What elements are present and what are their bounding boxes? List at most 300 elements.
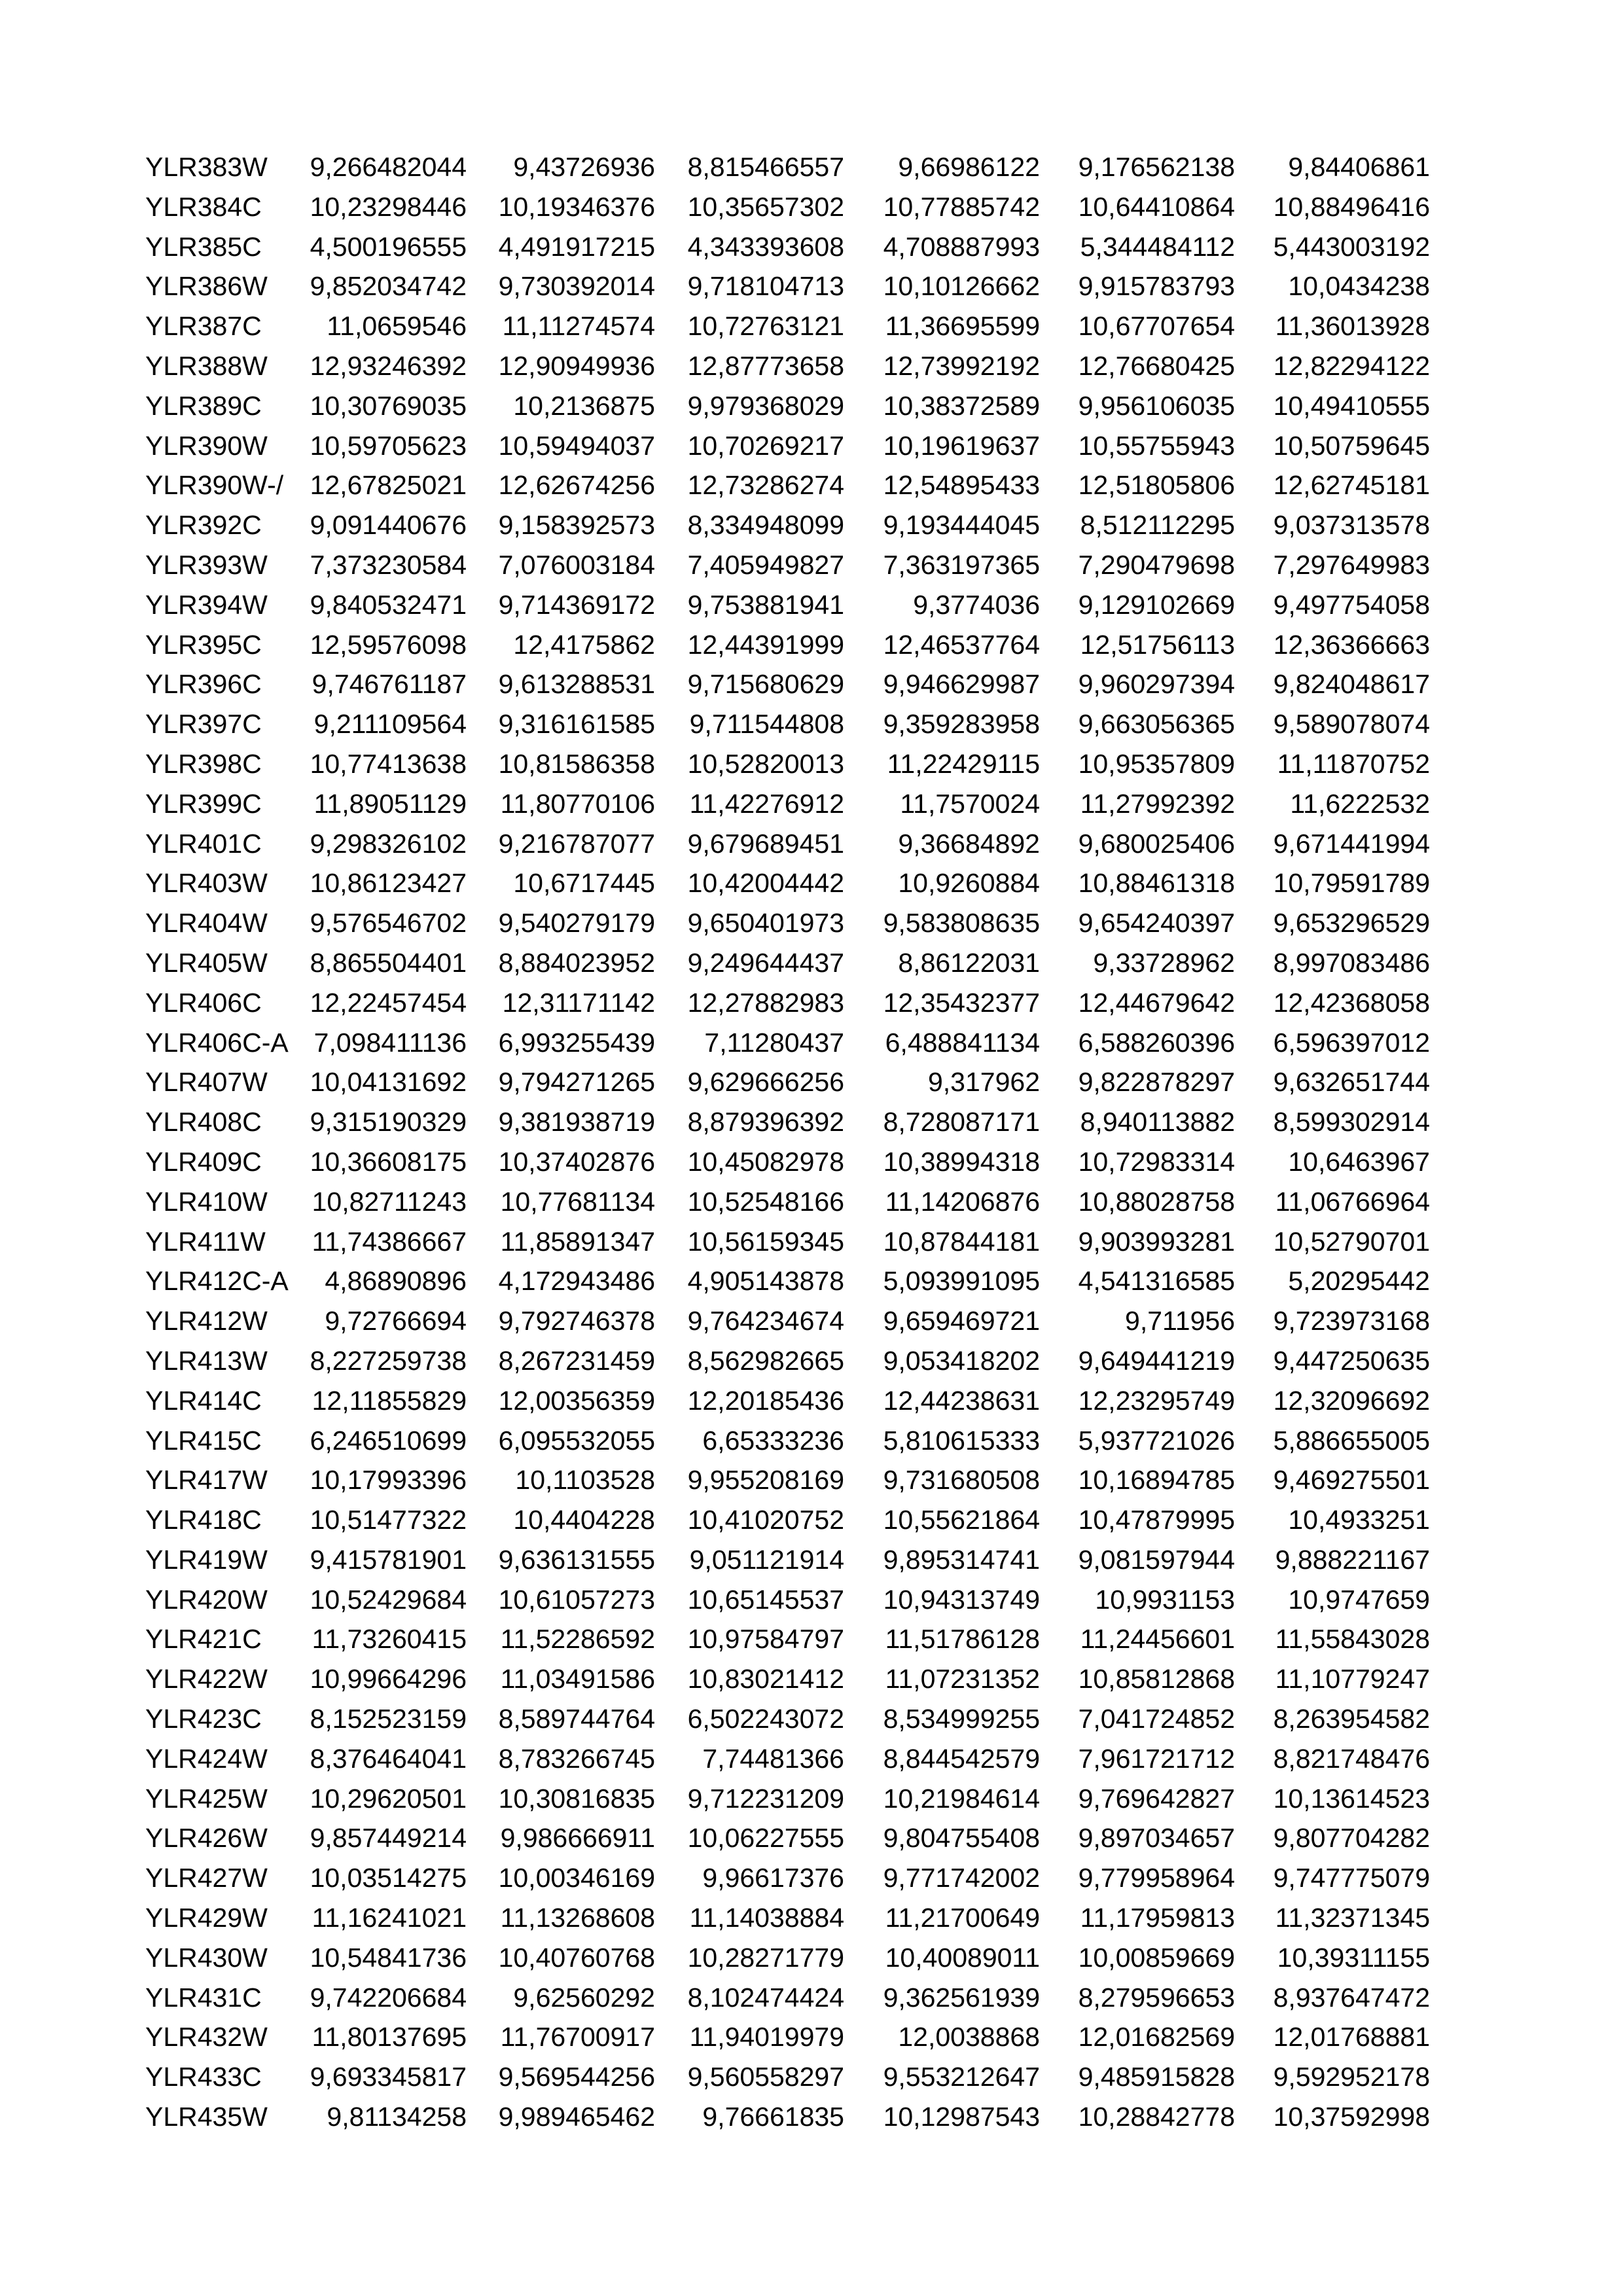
value-cell: 10,95357809 — [1078, 748, 1235, 779]
value-cell: 9,822878297 — [1078, 1067, 1235, 1098]
value-cell: 8,152523159 — [310, 1704, 467, 1734]
value-cell: 10,9747659 — [1288, 1584, 1430, 1615]
gene-id-cell: YLR420W — [145, 1584, 268, 1615]
gene-id-cell: YLR431C — [145, 1982, 262, 2013]
value-cell: 9,747775079 — [1273, 1863, 1430, 1893]
value-cell: 9,497754058 — [1273, 589, 1430, 620]
value-cell: 8,879396392 — [687, 1107, 844, 1138]
value-cell: 9,769642827 — [1078, 1783, 1235, 1814]
value-cell: 10,39311155 — [1277, 1942, 1430, 1973]
value-cell: 10,00346169 — [498, 1863, 655, 1893]
gene-id-cell: YLR396C — [145, 669, 262, 700]
value-cell: 9,72766694 — [325, 1306, 467, 1336]
table-row — [145, 1540, 1430, 1580]
value-cell: 8,884023952 — [498, 947, 655, 978]
gene-id-cell: YLR429W — [145, 1903, 268, 1933]
value-cell: 12,87773658 — [687, 350, 844, 381]
value-cell: 9,659469721 — [883, 1306, 1040, 1336]
gene-id-cell: YLR426W — [145, 1823, 268, 1854]
value-cell: 8,263954582 — [1273, 1704, 1430, 1734]
table-row — [145, 585, 1430, 625]
value-cell: 9,317962 — [927, 1067, 1040, 1098]
value-cell: 12,42368058 — [1273, 987, 1430, 1018]
table-row — [145, 1222, 1430, 1262]
value-cell: 10,59705623 — [310, 430, 467, 461]
value-cell: 11,10779247 — [1275, 1664, 1430, 1695]
value-cell: 11,11870752 — [1277, 748, 1430, 779]
table-row — [145, 1261, 1430, 1301]
value-cell: 11,7570024 — [900, 788, 1040, 819]
table-row — [145, 1619, 1430, 1659]
value-cell: 12,22457454 — [310, 987, 467, 1018]
table-row — [145, 1580, 1430, 1620]
value-cell: 10,35657302 — [687, 191, 844, 222]
gene-id-cell: YLR397C — [145, 709, 262, 740]
value-cell: 7,297649983 — [1273, 549, 1430, 580]
gene-id-cell: YLR394W — [145, 589, 268, 620]
value-cell: 9,671441994 — [1273, 828, 1430, 859]
value-cell: 10,36608175 — [310, 1146, 467, 1177]
value-cell: 5,937721026 — [1078, 1425, 1235, 1456]
value-cell: 12,67825021 — [310, 470, 467, 501]
value-cell: 9,36684892 — [898, 828, 1040, 859]
value-cell: 10,30816835 — [498, 1783, 655, 1814]
value-cell: 9,742206684 — [310, 1982, 467, 2013]
value-cell: 11,21700649 — [885, 1903, 1040, 1933]
value-cell: 8,562982665 — [687, 1345, 844, 1376]
value-cell: 7,74481366 — [702, 1743, 844, 1774]
gene-id-cell: YLR424W — [145, 1743, 268, 1774]
value-cell: 4,500196555 — [310, 231, 467, 262]
gene-id-cell: YLR383W — [145, 152, 268, 182]
value-cell: 11,13268608 — [500, 1903, 655, 1933]
value-cell: 10,87844181 — [883, 1226, 1040, 1257]
value-cell: 9,613288531 — [498, 669, 655, 700]
table-row — [145, 1142, 1430, 1182]
value-cell: 11,14038884 — [689, 1903, 844, 1933]
table-row — [145, 465, 1430, 505]
value-cell: 9,636131555 — [498, 1544, 655, 1575]
value-cell: 9,629666256 — [687, 1067, 844, 1098]
table-row — [145, 1659, 1430, 1699]
table-row — [145, 187, 1430, 227]
value-cell: 10,94313749 — [883, 1584, 1040, 1615]
value-cell: 12,51756113 — [1080, 629, 1235, 660]
value-cell: 10,77681134 — [500, 1186, 655, 1217]
table-row — [145, 1381, 1430, 1421]
value-cell: 12,32096692 — [1273, 1385, 1430, 1416]
value-cell: 9,553212647 — [883, 2062, 1040, 2092]
value-cell: 9,653296529 — [1273, 908, 1430, 939]
value-cell: 11,0659546 — [327, 311, 467, 342]
value-cell: 9,663056365 — [1078, 709, 1235, 740]
value-cell: 9,84406861 — [1288, 152, 1430, 182]
value-cell: 9,560558297 — [687, 2062, 844, 2092]
value-cell: 9,840532471 — [310, 589, 467, 620]
gene-id-cell: YLR390W — [145, 430, 268, 461]
value-cell: 10,79591789 — [1273, 868, 1430, 899]
value-cell: 10,6463967 — [1288, 1146, 1430, 1177]
gene-id-cell: YLR390W-/ — [145, 470, 284, 501]
value-cell: 9,903993281 — [1078, 1226, 1235, 1257]
value-cell: 10,28271779 — [687, 1942, 844, 1973]
value-cell: 11,94019979 — [689, 2022, 844, 2053]
value-cell: 9,771742002 — [883, 1863, 1040, 1893]
value-cell: 9,807704282 — [1273, 1823, 1430, 1854]
value-cell: 6,596397012 — [1273, 1027, 1430, 1058]
value-cell: 10,19346376 — [498, 191, 655, 222]
value-cell: 8,376464041 — [310, 1743, 467, 1774]
value-cell: 11,80137695 — [312, 2022, 467, 2053]
value-cell: 12,44679642 — [1078, 987, 1235, 1018]
value-cell: 9,753881941 — [687, 589, 844, 620]
table-row — [145, 1102, 1430, 1142]
value-cell: 9,62560292 — [513, 1982, 655, 2013]
value-cell: 8,534999255 — [883, 1704, 1040, 1734]
value-cell: 10,52790701 — [1273, 1226, 1430, 1257]
value-cell: 12,54895433 — [883, 470, 1040, 501]
gene-id-cell: YLR386W — [145, 271, 268, 302]
value-cell: 9,315190329 — [310, 1107, 467, 1138]
value-cell: 10,82711243 — [312, 1186, 467, 1217]
gene-id-cell: YLR414C — [145, 1385, 262, 1416]
value-cell: 12,82294122 — [1273, 350, 1430, 381]
table-row — [145, 1023, 1430, 1063]
value-cell: 9,693345817 — [310, 2062, 467, 2092]
value-cell: 9,679689451 — [687, 828, 844, 859]
value-cell: 8,102474424 — [687, 1982, 844, 2013]
gene-id-cell: YLR405W — [145, 947, 268, 978]
value-cell: 11,89051129 — [313, 788, 467, 819]
value-cell: 11,22429115 — [887, 748, 1040, 779]
value-cell: 11,06766964 — [1275, 1186, 1430, 1217]
gene-id-cell: YLR399C — [145, 788, 262, 819]
gene-id-cell: YLR407W — [145, 1067, 268, 1098]
value-cell: 12,0038868 — [898, 2022, 1040, 2053]
value-cell: 11,51786128 — [885, 1624, 1040, 1655]
value-cell: 9,266482044 — [310, 152, 467, 182]
value-cell: 9,895314741 — [883, 1544, 1040, 1575]
value-cell: 10,40760768 — [498, 1942, 655, 1973]
value-cell: 9,66986122 — [898, 152, 1040, 182]
table-row — [145, 704, 1430, 744]
gene-id-cell: YLR423C — [145, 1704, 262, 1734]
value-cell: 11,76700917 — [500, 2022, 655, 2053]
gene-id-cell: YLR406C-A — [145, 1027, 289, 1058]
value-cell: 12,62745181 — [1273, 470, 1430, 501]
table-row — [145, 2057, 1430, 2097]
value-cell: 12,20185436 — [687, 1385, 844, 1416]
value-cell: 6,246510699 — [310, 1425, 467, 1456]
value-cell: 12,46537764 — [883, 629, 1040, 660]
value-cell: 5,886655005 — [1273, 1425, 1430, 1456]
value-cell: 9,654240397 — [1078, 908, 1235, 939]
value-cell: 12,35432377 — [883, 987, 1040, 1018]
value-cell: 9,447250635 — [1273, 1345, 1430, 1376]
table-row — [145, 1341, 1430, 1381]
value-cell: 9,955208169 — [687, 1465, 844, 1496]
value-cell: 10,86123427 — [310, 868, 467, 899]
value-cell: 9,723973168 — [1273, 1306, 1430, 1336]
value-cell: 7,041724852 — [1078, 1704, 1235, 1734]
value-cell: 12,36366663 — [1273, 629, 1430, 660]
value-cell: 10,00859669 — [1078, 1942, 1235, 1973]
value-cell: 8,728087171 — [883, 1107, 1040, 1138]
value-cell: 10,29620501 — [310, 1783, 467, 1814]
gene-id-cell: YLR392C — [145, 510, 262, 541]
gene-id-cell: YLR387C — [145, 311, 262, 342]
gene-id-cell: YLR432W — [145, 2022, 268, 2053]
value-cell: 10,51477322 — [310, 1505, 467, 1535]
gene-id-cell: YLR430W — [145, 1942, 268, 1973]
value-cell: 10,9260884 — [898, 868, 1040, 899]
table-row — [145, 983, 1430, 1023]
value-cell: 5,810615333 — [883, 1425, 1040, 1456]
gene-id-cell: YLR409C — [145, 1146, 262, 1177]
value-cell: 9,852034742 — [310, 271, 467, 302]
value-cell: 10,47879995 — [1078, 1505, 1235, 1535]
value-cell: 11,11274574 — [502, 311, 655, 342]
value-cell: 8,783266745 — [498, 1743, 655, 1774]
table-row — [145, 1938, 1430, 1978]
value-cell: 10,0434238 — [1288, 271, 1430, 302]
value-cell: 9,298326102 — [310, 828, 467, 859]
gene-id-cell: YLR415C — [145, 1425, 262, 1456]
value-cell: 9,792746378 — [498, 1306, 655, 1336]
gene-id-cell: YLR411W — [145, 1226, 266, 1257]
gene-id-cell: YLR421C — [145, 1624, 262, 1655]
table-row — [145, 1460, 1430, 1500]
value-cell: 10,45082978 — [687, 1146, 844, 1177]
value-cell: 10,6717445 — [513, 868, 655, 899]
value-cell: 10,49410555 — [1273, 390, 1430, 421]
value-cell: 9,979368029 — [687, 390, 844, 421]
gene-id-cell: YLR417W — [145, 1465, 268, 1496]
value-cell: 11,52286592 — [500, 1624, 655, 1655]
value-cell: 11,55843028 — [1275, 1624, 1430, 1655]
value-cell: 9,362561939 — [883, 1982, 1040, 2013]
value-cell: 9,051121914 — [689, 1544, 844, 1575]
gene-id-cell: YLR413W — [145, 1345, 268, 1376]
value-cell: 9,469275501 — [1273, 1465, 1430, 1496]
gene-id-cell: YLR404W — [145, 908, 268, 939]
value-cell: 12,11855829 — [312, 1385, 467, 1416]
value-cell: 8,865504401 — [310, 947, 467, 978]
value-cell: 6,65333236 — [702, 1425, 844, 1456]
value-cell: 11,42276912 — [689, 788, 844, 819]
value-cell: 9,129102669 — [1078, 589, 1235, 620]
value-cell: 10,04131692 — [310, 1067, 467, 1098]
value-cell: 9,158392573 — [498, 510, 655, 541]
table-row — [145, 1739, 1430, 1779]
value-cell: 10,9931153 — [1095, 1584, 1235, 1615]
value-cell: 10,52820013 — [687, 748, 844, 779]
value-cell: 12,59576098 — [310, 629, 467, 660]
gene-id-cell: YLR412W — [145, 1306, 268, 1336]
value-cell: 4,172943486 — [498, 1266, 655, 1297]
gene-id-cell: YLR384C — [145, 191, 262, 222]
value-cell: 10,19619637 — [883, 430, 1040, 461]
value-cell: 10,54841736 — [310, 1942, 467, 1973]
value-cell: 11,27992392 — [1080, 788, 1235, 819]
value-cell: 10,23298446 — [310, 191, 467, 222]
value-cell: 9,33728962 — [1093, 947, 1235, 978]
table-row — [145, 505, 1430, 545]
value-cell: 11,36695599 — [885, 311, 1040, 342]
table-row — [145, 2017, 1430, 2057]
gene-id-cell: YLR433C — [145, 2062, 262, 2092]
value-cell: 9,76661835 — [702, 2102, 844, 2132]
value-cell: 10,77885742 — [883, 191, 1040, 222]
gene-id-cell: YLR395C — [145, 629, 262, 660]
gene-id-cell: YLR425W — [145, 1783, 268, 1814]
value-cell: 10,1103528 — [515, 1465, 655, 1496]
value-cell: 7,076003184 — [498, 549, 655, 580]
gene-id-cell: YLR403W — [145, 868, 268, 899]
value-cell: 9,81134258 — [327, 2102, 467, 2132]
value-cell: 9,960297394 — [1078, 669, 1235, 700]
value-cell: 8,86122031 — [898, 947, 1040, 978]
table-row — [145, 1301, 1430, 1341]
value-cell: 9,316161585 — [498, 709, 655, 740]
value-cell: 9,249644437 — [687, 947, 844, 978]
value-cell: 9,569544256 — [498, 2062, 655, 2092]
value-cell: 10,88028758 — [1078, 1186, 1235, 1217]
value-cell: 7,290479698 — [1078, 549, 1235, 580]
value-cell: 8,940113882 — [1080, 1107, 1235, 1138]
value-cell: 11,24456601 — [1080, 1624, 1235, 1655]
value-cell: 10,52429684 — [310, 1584, 467, 1615]
value-cell: 10,65145537 — [687, 1584, 844, 1615]
value-cell: 10,17993396 — [310, 1465, 467, 1496]
value-cell: 11,74386667 — [312, 1226, 467, 1257]
value-cell: 10,40089011 — [885, 1942, 1040, 1973]
gene-id-cell: YLR408C — [145, 1107, 262, 1138]
value-cell: 10,28842778 — [1078, 2102, 1235, 2132]
value-cell: 9,946629987 — [883, 669, 1040, 700]
table-row — [145, 1779, 1430, 1819]
value-cell: 7,098411136 — [313, 1027, 467, 1058]
table-row — [145, 1818, 1430, 1858]
value-cell: 9,632651744 — [1273, 1067, 1430, 1098]
value-cell: 9,589078074 — [1273, 709, 1430, 740]
data-table — [145, 147, 1430, 2137]
value-cell: 12,73286274 — [687, 470, 844, 501]
table-row — [145, 744, 1430, 784]
value-cell: 10,21984614 — [883, 1783, 1040, 1814]
value-cell: 10,38994318 — [883, 1146, 1040, 1177]
table-row — [145, 2097, 1430, 2137]
value-cell: 10,30769035 — [310, 390, 467, 421]
value-cell: 10,13614523 — [1273, 1783, 1430, 1814]
value-cell: 9,43726936 — [513, 152, 655, 182]
value-cell: 8,821748476 — [1273, 1743, 1430, 1774]
value-cell: 10,97584797 — [687, 1624, 844, 1655]
value-cell: 10,70269217 — [687, 430, 844, 461]
value-cell: 10,42004442 — [687, 868, 844, 899]
value-cell: 9,711956 — [1125, 1306, 1235, 1336]
value-cell: 10,2136875 — [513, 390, 655, 421]
value-cell: 9,193444045 — [883, 510, 1040, 541]
value-cell: 4,491917215 — [498, 231, 655, 262]
value-cell: 12,27882983 — [687, 987, 844, 1018]
value-cell: 8,227259738 — [310, 1345, 467, 1376]
table-row — [145, 545, 1430, 585]
value-cell: 9,956106035 — [1078, 390, 1235, 421]
table-body — [145, 147, 1430, 2137]
value-cell: 7,405949827 — [687, 549, 844, 580]
table-row — [145, 266, 1430, 306]
value-cell: 4,86890896 — [325, 1266, 467, 1297]
table-row — [145, 1898, 1430, 1938]
value-cell: 9,381938719 — [498, 1107, 655, 1138]
value-cell: 9,415781901 — [310, 1544, 467, 1575]
value-cell: 11,17959813 — [1080, 1903, 1235, 1933]
value-cell: 11,07231352 — [885, 1664, 1040, 1695]
value-cell: 9,037313578 — [1273, 510, 1430, 541]
value-cell: 10,16894785 — [1078, 1465, 1235, 1496]
value-cell: 11,85891347 — [500, 1226, 655, 1257]
value-cell: 9,730392014 — [498, 271, 655, 302]
value-cell: 9,824048617 — [1273, 669, 1430, 700]
value-cell: 5,443003192 — [1273, 231, 1430, 262]
value-cell: 9,485915828 — [1078, 2062, 1235, 2092]
gene-id-cell: YLR401C — [145, 828, 262, 859]
value-cell: 9,764234674 — [687, 1306, 844, 1336]
value-cell: 7,11280437 — [704, 1027, 844, 1058]
value-cell: 10,37592998 — [1273, 2102, 1430, 2132]
value-cell: 9,649441219 — [1078, 1345, 1235, 1376]
value-cell: 5,344484112 — [1080, 231, 1235, 262]
value-cell: 9,888221167 — [1275, 1544, 1430, 1575]
value-cell: 12,00356359 — [498, 1385, 655, 1416]
table-row — [145, 386, 1430, 426]
value-cell: 9,731680508 — [883, 1465, 1040, 1496]
value-cell: 11,16241021 — [312, 1903, 467, 1933]
table-row — [145, 306, 1430, 346]
value-cell: 9,897034657 — [1078, 1823, 1235, 1854]
table-row — [145, 664, 1430, 704]
table-row — [145, 1978, 1430, 2018]
table-row — [145, 1699, 1430, 1739]
value-cell: 9,216787077 — [498, 828, 655, 859]
table-row — [145, 346, 1430, 386]
value-cell: 11,14206876 — [885, 1186, 1040, 1217]
value-cell: 10,56159345 — [687, 1226, 844, 1257]
value-cell: 9,211109564 — [313, 709, 467, 740]
value-cell: 12,44238631 — [883, 1385, 1040, 1416]
value-cell: 10,12987543 — [883, 2102, 1040, 2132]
value-cell: 9,650401973 — [687, 908, 844, 939]
table-row — [145, 1421, 1430, 1461]
value-cell: 12,31171142 — [502, 987, 655, 1018]
value-cell: 10,50759645 — [1273, 430, 1430, 461]
value-cell: 9,583808635 — [883, 908, 1040, 939]
table-row — [145, 784, 1430, 824]
value-cell: 8,589744764 — [498, 1704, 655, 1734]
value-cell: 11,36013928 — [1275, 311, 1430, 342]
gene-id-cell: YLR398C — [145, 748, 262, 779]
value-cell: 7,961721712 — [1078, 1743, 1235, 1774]
table-row — [145, 625, 1430, 665]
value-cell: 9,989465462 — [498, 2102, 655, 2132]
value-cell: 12,01768881 — [1273, 2022, 1430, 2053]
value-cell: 7,373230584 — [310, 549, 467, 580]
value-cell: 10,77413638 — [310, 748, 467, 779]
value-cell: 9,712231209 — [687, 1783, 844, 1814]
value-cell: 9,715680629 — [687, 669, 844, 700]
value-cell: 7,363197365 — [883, 549, 1040, 580]
